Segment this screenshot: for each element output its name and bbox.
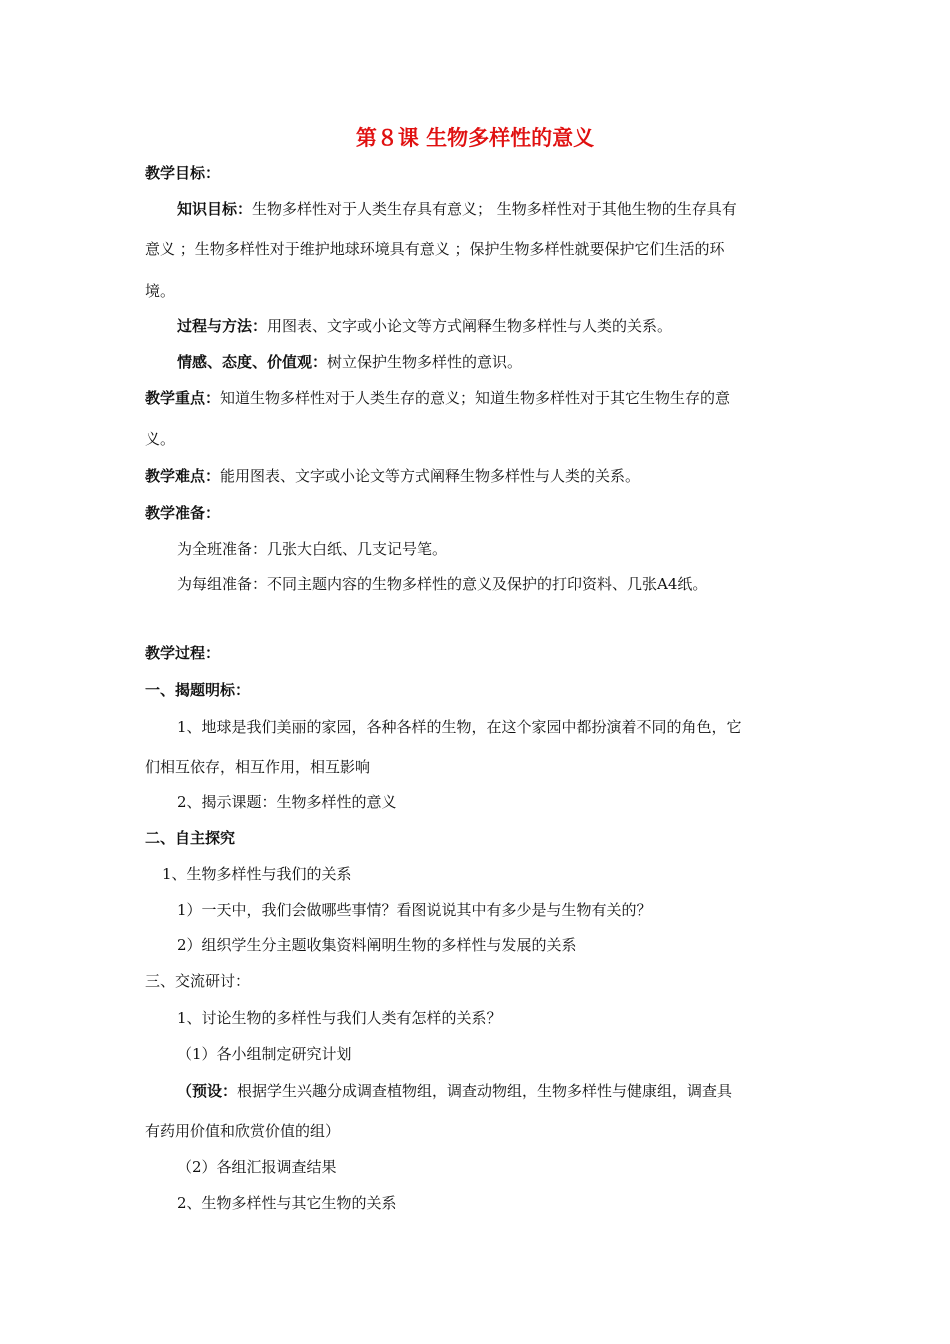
- process-label: 过程与方法：: [177, 317, 268, 335]
- knowledge-text-2: 意义 ；生物多样性对于维护地球环境具有意义 ；保护生物多样性就要保护它们生活的环: [145, 240, 725, 258]
- knowledge-label: 知识目标：: [177, 200, 253, 218]
- section3-item2: 2、生物多样性与其它生物的关系: [177, 1194, 397, 1212]
- preset-label: （预设：: [177, 1082, 238, 1100]
- preset-note: [177, 1080, 847, 1102]
- process-heading: 教学过程：: [145, 644, 221, 662]
- group-preparation: 为每组准备：不同主题内容的生物多样性的意义及保护的打印资料、几张A4纸。: [177, 575, 708, 593]
- section2-sub2: 2）组织学生分主题收集资料阐明生物的多样性与发展的关系: [177, 936, 577, 954]
- section2-item1: 1、生物多样性与我们的关系: [162, 865, 352, 883]
- emotion-objective: [177, 351, 847, 373]
- knowledge-objective: [177, 198, 847, 220]
- knowledge-text-1: 生物多样性对于人类生存具有意义； 生物多样性对于其他生物的生存具有: [252, 200, 737, 218]
- section3-step1: （1）各小组制定研究计划: [177, 1045, 352, 1063]
- lesson-title: 第８课 生物多样性的意义: [355, 126, 595, 150]
- section1-heading: 一、揭题明标：: [145, 681, 251, 699]
- key-points-text-2: 义。: [145, 430, 176, 448]
- difficult-points-label: 教学难点：: [145, 467, 221, 485]
- knowledge-text-3: 境。: [145, 282, 176, 300]
- section3-step2: （2）各组汇报调查结果: [177, 1158, 337, 1176]
- objectives-heading: 教学目标：: [145, 164, 221, 182]
- key-points-text-1: 知道生物多样性对于人类生存的意义；知道生物多样性对于其它生物生存的意: [220, 389, 731, 407]
- key-points-label: 教学重点：: [145, 389, 221, 407]
- section3-item1: 1、讨论生物的多样性与我们人类有怎样的关系？: [177, 1009, 502, 1027]
- process-text: 用图表、文字或小论文等方式阐释生物多样性与人类的关系。: [267, 317, 673, 335]
- key-points: [145, 387, 815, 409]
- preset-text-1: 根据学生兴趣分成调查植物组，调查动物组，生物多样性与健康组，调查具: [237, 1082, 733, 1100]
- emotion-label: 情感、态度、价值观：: [177, 353, 328, 371]
- section1-item2: 2、揭示课题：生物多样性的意义: [177, 793, 397, 811]
- preset-text-2: 有药用价值和欣赏价值的组）: [145, 1122, 341, 1140]
- process-objective: [177, 315, 847, 337]
- section2-sub1: 1）一天中，我们会做哪些事情？看图说说其中有多少是与生物有关的？: [177, 901, 652, 919]
- emotion-text: 树立保护生物多样性的意识。: [327, 353, 523, 371]
- section1-item1-line1: 1、地球是我们美丽的家园，各种各样的生物，在这个家园中都扮演着不同的角色，它: [177, 718, 742, 736]
- difficult-points: [145, 465, 815, 487]
- difficult-points-text: 能用图表、文字或小论文等方式阐释生物多样性与人类的关系。: [220, 467, 641, 485]
- section1-item1-line2: 们相互依存，相互作用，相互影响: [145, 758, 371, 776]
- class-preparation: 为全班准备：几张大白纸、几支记号笔。: [177, 540, 448, 558]
- section2-heading: 二、自主探究: [145, 829, 236, 847]
- preparation-heading: 教学准备：: [145, 504, 221, 522]
- section3-heading: 三、交流研讨：: [145, 972, 251, 990]
